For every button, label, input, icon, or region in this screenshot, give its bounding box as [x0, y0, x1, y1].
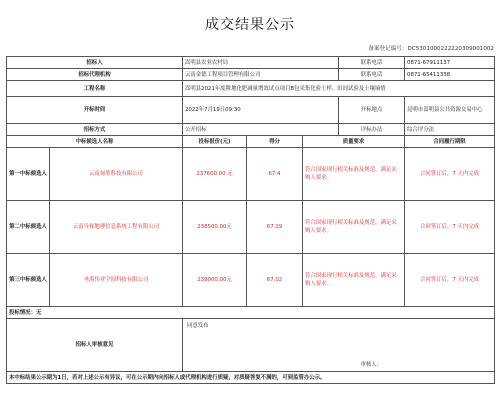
- record-number: 备案登记编号：DC5301000222220309001002: [368, 46, 494, 52]
- abnormal-info: 投标情况：无: [7, 307, 495, 319]
- candidate-row-2: [7, 201, 495, 254]
- result-table: [6, 56, 495, 384]
- open-place-value: 昆明市嵩明县公共资源交易中心: [405, 97, 495, 124]
- eval-label: 评标办法: [339, 124, 405, 136]
- candidate-name: 云南甸胜科技有限公司: [50, 148, 183, 201]
- candidate-row-1: [7, 148, 495, 201]
- candidate-price: 238500.00元: [183, 201, 247, 254]
- agency-label: 招标代理机构: [7, 69, 183, 81]
- agency-row: [7, 69, 495, 81]
- candidate-score: 67.4: [247, 148, 303, 201]
- buyer-label: 招标人: [7, 57, 183, 69]
- review-opinion: 同意发布: [187, 323, 209, 329]
- candidate-name: 圣禹伟业空间科技有限公司: [50, 254, 183, 307]
- open-time-row: [7, 97, 495, 124]
- review-signature: 审核人：: [360, 362, 383, 368]
- candidate-rank: 第二中标候选人: [7, 201, 50, 254]
- candidate-price: 239000.00元: [183, 254, 247, 307]
- page-title: 成交结果公示: [205, 17, 295, 33]
- candidate-period: 合同签订后，7 天内完成: [405, 201, 495, 254]
- method-row: [7, 124, 495, 136]
- open-time-label: 开标时间: [7, 97, 183, 124]
- header-name: 中标候选人名称: [7, 136, 183, 148]
- notice-row: [7, 372, 495, 384]
- project-row: [7, 81, 495, 97]
- candidate-row-3: [7, 254, 495, 307]
- candidate-period: 合同签订后，7 天内完成: [405, 254, 495, 307]
- review-box: [183, 319, 494, 371]
- notice-text: 本中标结果公示期为1日，若对上述公示有异议，可在公示期内向招标人或代理机构进行质疑，对质疑答复不满的，可到监管办公示。: [7, 372, 495, 384]
- header-score: 得分: [247, 136, 303, 148]
- candidate-name: 云南导视地理信息系统工程有限公司: [50, 201, 183, 254]
- candidate-rank: 第一中标候选人: [7, 148, 50, 201]
- buyer-value: 嵩明县农业农村局: [183, 57, 339, 69]
- project-value: 嵩明县2021年度耕地化肥减量增效试点项目B包采集化验土样、田间试验及土壤墒情: [183, 81, 495, 97]
- review-label: 招标人审核意见: [7, 319, 183, 372]
- method-label: 招标方式: [7, 124, 183, 136]
- open-place-label: 开标地点: [339, 97, 405, 124]
- agency-value: 云南金德工程项目管理有限公司: [183, 69, 339, 81]
- candidate-period: 合同签订后，7 天内完成: [405, 148, 495, 201]
- abnormal-row: [7, 307, 495, 319]
- candidate-quality: 符合国家现行相关标准及规范，满足采购人要求。: [303, 201, 405, 254]
- contact-label-1: 联系电话: [339, 57, 405, 69]
- candidate-rank: 第三中标候选人: [7, 254, 50, 307]
- candidate-header-row: [7, 136, 495, 148]
- contact-value-1: 0871-67911137: [405, 57, 495, 69]
- project-label: 工程名称: [7, 81, 183, 97]
- header-quality: 质量要求: [303, 136, 405, 148]
- review-row: [7, 319, 495, 372]
- header-period: 合同履行期限: [405, 136, 495, 148]
- contact-value-2: 0871-65411338: [405, 69, 495, 81]
- candidate-score: 67.02: [247, 254, 303, 307]
- candidate-quality: 符合国家现行相关标准及规范，满足采购人要求。: [303, 254, 405, 307]
- candidate-price: 237600.00 元: [183, 148, 247, 201]
- eval-value: 综合评分法: [405, 124, 495, 136]
- contact-label-2: 联系电话: [339, 69, 405, 81]
- open-time-value: 2022年7月19日09:30: [183, 97, 339, 124]
- candidate-score: 67.29: [247, 201, 303, 254]
- method-value: 公开招标: [183, 124, 339, 136]
- candidate-quality: 符合国家现行相关标准及规范，满足采购人要求。: [303, 148, 405, 201]
- header-price: 投标报价(元): [183, 136, 247, 148]
- buyer-row: [7, 57, 495, 69]
